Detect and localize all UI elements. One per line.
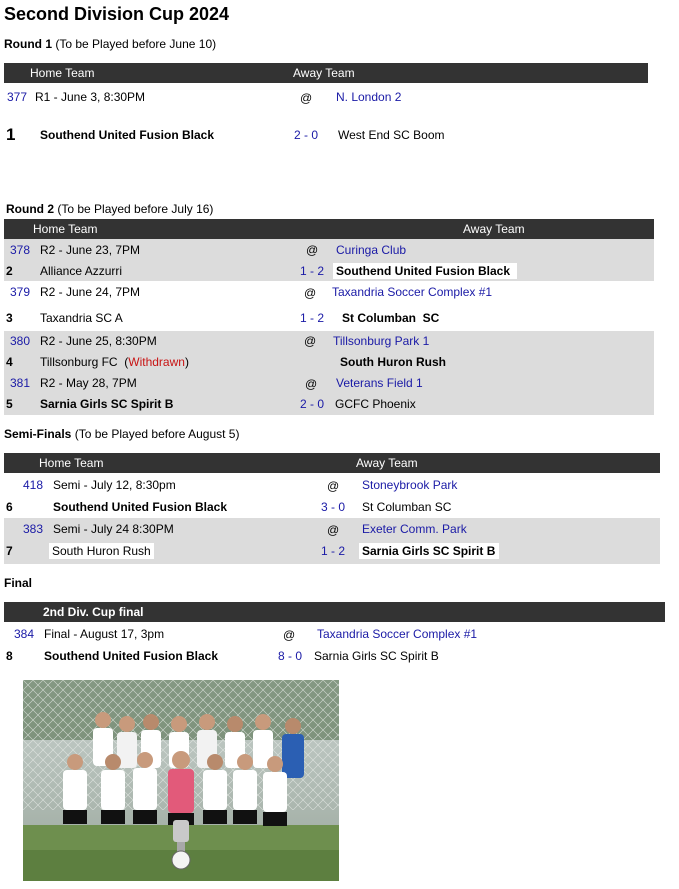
semi-venue-link[interactable]: Exeter Comm. Park [362, 522, 467, 536]
page-title: Second Division Cup 2024 [4, 4, 230, 24]
round2-header-away: Away Team [463, 222, 525, 236]
round2-note: (To be Played before July 16) [57, 202, 214, 216]
semi-score[interactable]: 3 - 0 [321, 500, 346, 514]
round2-game-info: R2 - June 23, 7PM [40, 243, 141, 257]
round1-venue-link[interactable]: N. London 2 [336, 90, 402, 104]
round2-away-team: Southend United Fusion Black [333, 263, 517, 279]
semis-heading [4, 427, 239, 441]
round1-score[interactable]: 2 - 0 [294, 128, 319, 142]
final-venue-link[interactable]: Taxandria Soccer Complex #1 [317, 627, 478, 641]
round2-match-number: 2 [6, 264, 13, 278]
semis-name: Semi-Finals [4, 427, 72, 441]
round2-name: Round 2 [6, 202, 54, 216]
round1-header [4, 63, 648, 83]
round2-home-team-tail: ) [184, 355, 189, 369]
semi-score[interactable]: 1 - 2 [321, 544, 346, 558]
round2-score[interactable]: 1 - 2 [300, 264, 325, 278]
round2-match-number: 5 [6, 397, 13, 411]
team-photo [23, 680, 339, 881]
final-name: Final [4, 576, 33, 590]
round2-game-info: R2 - June 24, 7PM [40, 285, 141, 299]
semi-away-team: Sarnia Girls SC Spirit B [359, 543, 499, 559]
round2-at: @ [304, 334, 317, 348]
semis-note: (To be Played before August 5) [74, 427, 240, 441]
final-at: @ [283, 628, 296, 642]
semi-match-number: 6 [6, 500, 13, 514]
withdrawn-label: Withdrawn [128, 355, 185, 369]
semi-game-info: Semi - July 12, 8:30pm [53, 478, 176, 492]
semis-header-home: Home Team [39, 456, 104, 470]
semi-home-team: Southend United Fusion Black [53, 500, 228, 514]
round2-venue-link[interactable]: Tillsonburg Park 1 [333, 334, 430, 348]
final-header-label: 2nd Div. Cup final [43, 605, 144, 619]
round2-venue-link[interactable]: Veterans Field 1 [336, 376, 423, 390]
round2-away-team: St Columban SC [342, 311, 440, 325]
final-match-number: 8 [6, 649, 13, 663]
final-score[interactable]: 8 - 0 [278, 649, 303, 663]
round2-venue-link[interactable]: Taxandria Soccer Complex #1 [332, 285, 493, 299]
round1-header-home: Home Team [30, 66, 95, 80]
final-away-team: Sarnia Girls SC Spirit B [314, 649, 439, 663]
final-game-id[interactable]: 384 [14, 627, 35, 641]
final-heading [4, 576, 32, 590]
round2-game-id[interactable]: 380 [10, 334, 31, 348]
semi-game-id[interactable]: 383 [23, 522, 44, 536]
semis-header-away: Away Team [356, 456, 418, 470]
round1-home-team: Southend United Fusion Black [40, 128, 215, 142]
round1-header-away: Away Team [293, 66, 355, 80]
final-header [4, 602, 665, 622]
round2-match-number: 4 [6, 355, 13, 369]
semi-match-number: 7 [6, 544, 13, 558]
round1-note: (To be Played before June 10) [55, 37, 217, 51]
round2-game-info: R2 - May 28, 7PM [40, 376, 137, 390]
round1-match-number: 1 [6, 125, 16, 144]
round2-home-team: Alliance Azzurri [40, 264, 123, 278]
round1-name: Round 1 [4, 37, 52, 51]
semi-game-id[interactable]: 418 [23, 478, 44, 492]
semis-header [4, 453, 660, 473]
round2-header-home: Home Team [33, 222, 98, 236]
round2-match-number: 3 [6, 311, 13, 325]
round2-header [4, 219, 654, 239]
round2-away-team: South Huron Rush [340, 355, 446, 369]
semi-at: @ [327, 479, 340, 493]
round1-at: @ [300, 91, 313, 105]
round1-game-info: R1 - June 3, 8:30PM [35, 90, 146, 104]
round2-score[interactable]: 1 - 2 [300, 311, 325, 325]
round1-away-team: West End SC Boom [338, 128, 445, 142]
semi-at: @ [327, 523, 340, 537]
round2-home-team: Taxandria SC A [40, 311, 123, 325]
round1-heading [4, 37, 216, 51]
semi-away-team: St Columban SC [362, 500, 452, 514]
round2-home-team [40, 355, 189, 369]
final-game-info: Final - August 17, 3pm [44, 627, 165, 641]
round2-home-team-name: Tillsonburg FC ( [40, 355, 129, 369]
round2-home-team: Sarnia Girls SC Spirit B [40, 397, 174, 411]
round2-at: @ [304, 286, 317, 300]
round1-game-id[interactable]: 377 [7, 90, 28, 104]
semi-game-info: Semi - July 24 8:30PM [53, 522, 174, 536]
final-home-team: Southend United Fusion Black [44, 649, 219, 663]
semi-home-team: South Huron Rush [49, 543, 154, 559]
round2-score[interactable]: 2 - 0 [300, 397, 325, 411]
round2-game-id[interactable]: 378 [10, 243, 31, 257]
round2-game-info: R2 - June 25, 8:30PM [40, 334, 157, 348]
round2-game-id[interactable]: 381 [10, 376, 31, 390]
round2-away-team: GCFC Phoenix [335, 397, 416, 411]
round2-at: @ [305, 377, 318, 391]
semi-venue-link[interactable]: Stoneybrook Park [362, 478, 458, 492]
round2-game-id[interactable]: 379 [10, 285, 31, 299]
round2-heading [6, 202, 213, 216]
round2-venue-link[interactable]: Curinga Club [336, 243, 407, 257]
round2-at: @ [306, 243, 319, 257]
